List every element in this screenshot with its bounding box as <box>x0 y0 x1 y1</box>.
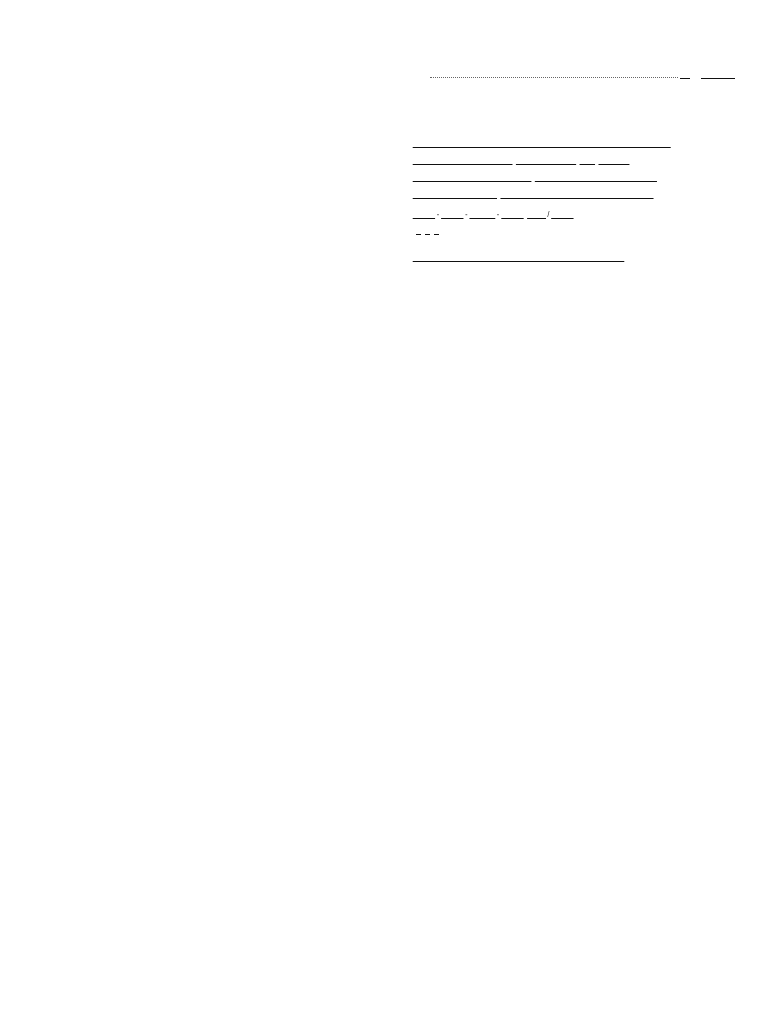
section4-heading <box>411 96 735 109</box>
security-code-field-1[interactable] <box>416 228 421 235</box>
card-field-2[interactable] <box>441 209 463 219</box>
fax-field[interactable] <box>413 189 497 199</box>
phone-work-field[interactable] <box>413 172 532 182</box>
address-row <box>411 148 735 165</box>
security-code-field-3[interactable] <box>434 228 439 235</box>
section3-heading <box>411 80 735 93</box>
state-field[interactable] <box>580 155 595 165</box>
address-field[interactable] <box>413 155 513 165</box>
form-instructions <box>411 109 735 131</box>
security-code-field-2[interactable] <box>425 228 430 235</box>
signature-field[interactable] <box>413 252 625 262</box>
order-form-page <box>411 55 735 262</box>
card-field-4[interactable] <box>501 209 523 219</box>
security-code-row <box>411 219 735 235</box>
city-field[interactable] <box>516 155 576 165</box>
email-field[interactable] <box>500 189 653 199</box>
expires-year-field[interactable] <box>551 209 573 219</box>
zip-field[interactable] <box>598 155 629 165</box>
name-field[interactable] <box>413 138 671 148</box>
section2-heading <box>411 58 735 71</box>
phone-home-field[interactable] <box>535 172 657 182</box>
card-row: - - - / <box>411 199 735 219</box>
fax-row <box>411 182 735 199</box>
expires-month-field[interactable] <box>527 209 546 219</box>
various-presenters-row <box>411 71 735 80</box>
phone-row <box>411 165 735 182</box>
card-field-3[interactable] <box>469 209 495 219</box>
card-field-1[interactable] <box>413 209 435 219</box>
signature-row <box>411 235 735 262</box>
name-row <box>411 131 735 148</box>
